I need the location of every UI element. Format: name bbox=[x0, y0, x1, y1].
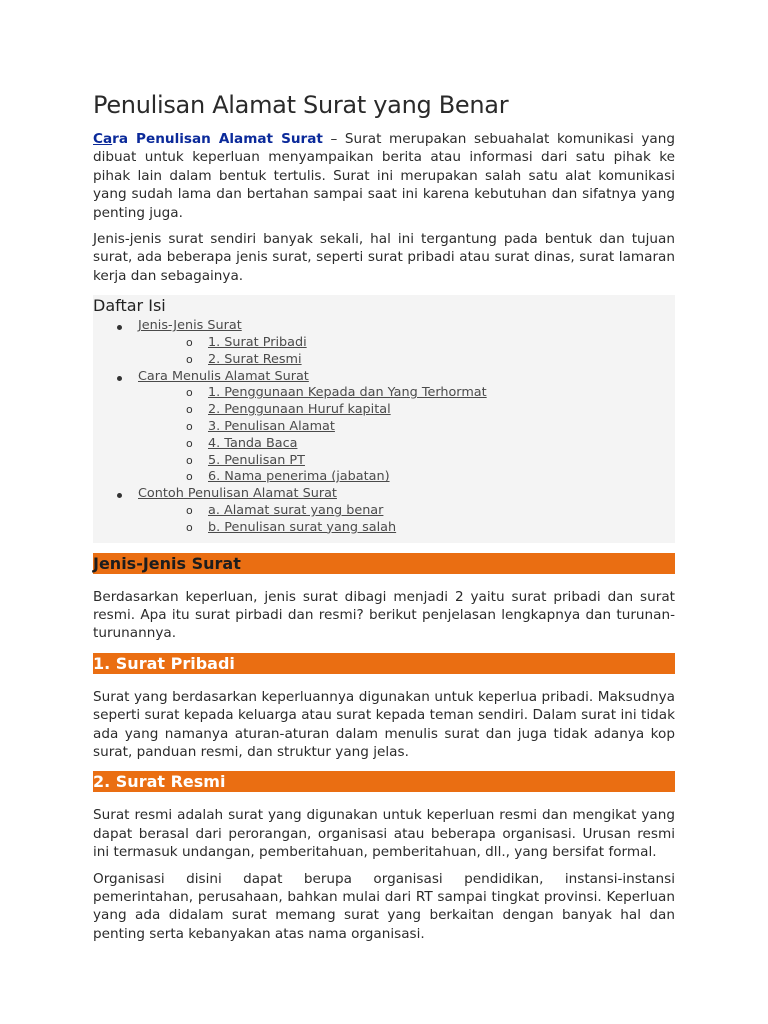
bullet-icon bbox=[117, 493, 122, 498]
circle-bullet-icon: o bbox=[186, 453, 193, 467]
circle-bullet-icon: o bbox=[186, 520, 193, 534]
circle-bullet-icon: o bbox=[186, 436, 193, 450]
toc-item-jenis bbox=[93, 318, 675, 335]
toc-list bbox=[93, 318, 675, 536]
toc-link-kepada[interactable]: 1. Penggunaan Kepada dan Yang Terhormat bbox=[208, 385, 487, 401]
intro-paragraph: Cara Penulisan Alamat Surat – Surat merupakan sebuahalat komunikasi yang dibuat untuk keperluan menyampaikan berita atau informasi dari satu pihak ke pihak lain dalam bentuk tertulis. Surat ini merupakan salah satu alat komunikasi yang sudah lama dan bertahan sampai saat ini karena kebutuhan dan sifatnya yang penting juga. bbox=[93, 131, 675, 221]
circle-bullet-icon: o bbox=[186, 352, 193, 366]
toc-subitem bbox=[93, 385, 675, 402]
toc-subitem bbox=[93, 352, 675, 369]
toc-subitem bbox=[93, 469, 675, 486]
toc-link-surat-resmi[interactable]: 2. Surat Resmi bbox=[208, 351, 302, 367]
bullet-icon bbox=[117, 376, 122, 381]
types-paragraph: Jenis-jenis surat sendiri banyak sekali, hal ini tergantung pada bentuk dan tujuan surat, ada beberapa jenis surat, seperti surat pribadi atau surat dinas, surat lamaran kerja dan sebagainya. bbox=[93, 231, 675, 284]
circle-bullet-icon: o bbox=[186, 336, 193, 350]
toc-link-alamat-benar[interactable]: a. Alamat surat yang benar bbox=[208, 503, 384, 519]
section-text-resmi-2: Organisasi disini dapat berupa organisasi pendidikan, instansi-instansi pemerintahan, perusahaan, bahkan mulai dari RT sampai tingkat provinsi. Keperluan yang ada didalam surat memang surat yang berkaitan dengan banyak hal dan penting serta kebanyakan atas nama organisasi. bbox=[93, 870, 675, 942]
toc-subitem bbox=[93, 335, 675, 352]
toc-subitem bbox=[93, 436, 675, 453]
circle-bullet-icon: o bbox=[186, 470, 193, 484]
circle-bullet-icon: o bbox=[186, 504, 193, 518]
toc-link-contoh[interactable]: Contoh Penulisan Alamat Surat bbox=[138, 486, 337, 502]
bullet-icon bbox=[117, 325, 122, 330]
toc-subitem bbox=[93, 402, 675, 419]
toc-link-surat-pribadi[interactable]: 1. Surat Pribadi bbox=[208, 335, 307, 351]
table-of-contents bbox=[93, 295, 675, 542]
toc-link-huruf-kapital[interactable]: 2. Penggunaan Huruf kapital bbox=[208, 402, 391, 418]
toc-link-tanda-baca[interactable]: 4. Tanda Baca bbox=[208, 435, 298, 451]
intro-link[interactable]: Cara Penulisan Alamat Surat bbox=[93, 131, 323, 147]
toc-subitem bbox=[93, 419, 675, 436]
toc-title: Daftar Isi bbox=[93, 296, 166, 316]
circle-bullet-icon: o bbox=[186, 386, 193, 400]
toc-item-cara bbox=[93, 369, 675, 386]
toc-link-jenis[interactable]: Jenis-Jenis Surat bbox=[138, 318, 242, 334]
section-text-resmi-1: Surat resmi adalah surat yang digunakan untuk keperluan resmi dan mengikat yang dapat berasal dari perorangan, organisasi atau beberapa organisasi. Urusan resmi ini termasuk undangan, pemberitahuan, pemberitahuan, dll., yang bersifat formal. bbox=[93, 807, 675, 861]
page-title: Penulisan Alamat Surat yang Benar bbox=[93, 91, 509, 119]
circle-bullet-icon: o bbox=[186, 403, 193, 417]
toc-subitem bbox=[93, 520, 675, 537]
toc-link-penulisan-alamat[interactable]: 3. Penulisan Alamat bbox=[208, 419, 335, 435]
section-heading-jenis: Jenis-Jenis Surat bbox=[93, 553, 675, 574]
circle-bullet-icon: o bbox=[186, 420, 193, 434]
toc-link-surat-salah[interactable]: b. Penulisan surat yang salah bbox=[208, 519, 397, 535]
toc-subitem bbox=[93, 453, 675, 470]
toc-link-penulisan-pt[interactable]: 5. Penulisan PT bbox=[208, 452, 305, 468]
section-text-jenis: Berdasarkan keperluan, jenis surat dibagi menjadi 2 yaitu surat pribadi dan surat resmi. Apa itu surat pirbadi dan resmi? berikut penjelasan lengkapnya dan turunan-turunannya. bbox=[93, 588, 675, 642]
toc-item-contoh bbox=[93, 486, 675, 503]
toc-link-nama-penerima[interactable]: 6. Nama penerima (jabatan) bbox=[208, 469, 390, 485]
article bbox=[93, 88, 675, 943]
toc-link-cara[interactable]: Cara Menulis Alamat Surat bbox=[138, 368, 309, 384]
section-heading-resmi: 2. Surat Resmi bbox=[93, 771, 675, 792]
section-heading-pribadi: 1. Surat Pribadi bbox=[93, 653, 675, 674]
section-text-pribadi: Surat yang berdasarkan keperluannya digunakan untuk keperlua pribadi. Maksudnya seperti surat kepada keluarga atau surat kepada teman sendiri. Dalam surat ini tidak ada yang namanya aturan-aturan dalam menulis surat dan juga tidak adanya kop surat, panduan resmi, dan struktur yang jelas. bbox=[93, 688, 675, 761]
toc-subitem bbox=[93, 503, 675, 520]
